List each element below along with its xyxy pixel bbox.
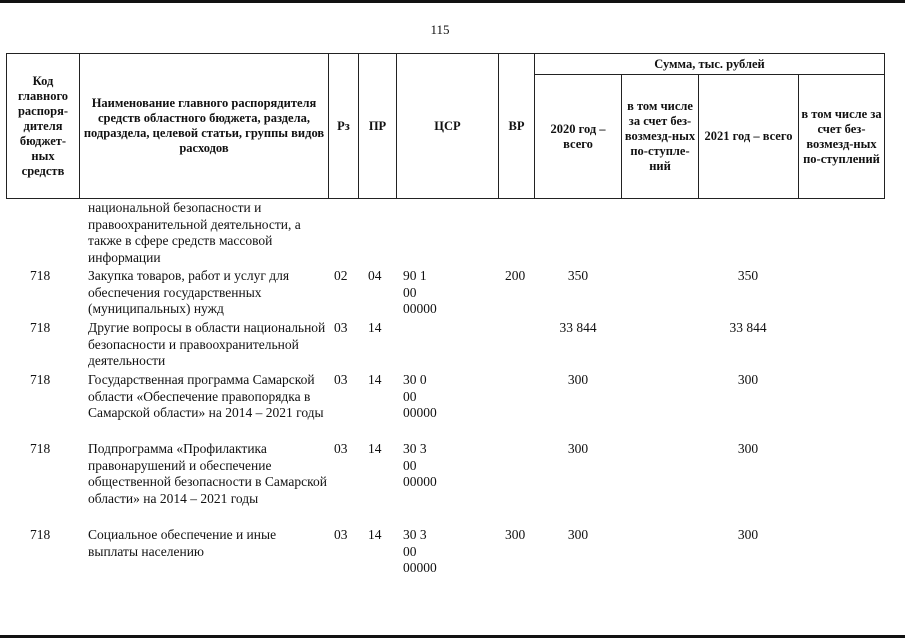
header-pr: ПР — [359, 54, 397, 199]
header-name: Наименование главного распорядителя средств областного бюджета, раздела, подраздела, целевой статьи, группы видов расходов — [80, 54, 329, 199]
row-code: 718 — [30, 441, 51, 456]
page-number: 115 — [430, 22, 450, 37]
row-rz: 03 — [334, 441, 348, 456]
row-rz: 03 — [334, 320, 348, 335]
row-sum-2021: 300 — [737, 441, 759, 456]
row-code: 718 — [30, 320, 51, 335]
row-rz: 02 — [334, 268, 348, 283]
bottom-border-rule — [0, 635, 905, 638]
row-pr: 14 — [368, 372, 382, 387]
row-name: Подпрограмма «Профилактика правонарушений и обеспечение общественной безопасности в Самарской области» на 2014 – 2021 годы — [88, 441, 327, 506]
row-pr: 14 — [368, 441, 382, 456]
header-2021-free: в том числе за счет без-возмезд-ных по-ступлений — [799, 75, 885, 199]
row-name: Другие вопросы в области национальной безопасности и правоохранительной деятельности — [88, 320, 326, 368]
row-pr: 04 — [368, 268, 382, 283]
row-sum-2021: 300 — [737, 527, 759, 542]
header-rz: Рз — [329, 54, 359, 199]
row-sum-2020: 300 — [567, 372, 589, 387]
row-code: 718 — [30, 527, 51, 542]
continuation-text: национальной безопасности и правоохранительной деятельности, а также в сфере средств массовой информации — [88, 200, 301, 265]
header-2021-total: 2021 год – всего — [699, 75, 799, 199]
row-csr: 30 3 00 00000 — [403, 527, 437, 575]
row-csr: 30 3 00 00000 — [403, 441, 437, 489]
table-header — [6, 53, 885, 199]
row-code: 718 — [30, 268, 51, 283]
row-name: Закупка товаров, работ и услуг для обеспечения государственных (муниципальных) нужд — [88, 268, 290, 316]
top-border-rule — [0, 0, 905, 3]
row-sum-2021: 33 844 — [729, 320, 767, 335]
header-sum: Сумма, тыс. рублей — [535, 54, 885, 75]
header-code: Код главного распоря-дителя бюджет-ных средств — [7, 54, 80, 199]
row-sum-2020: 300 — [567, 441, 589, 456]
header-2020-free: в том числе за счет без-возмезд-ных по-ступле-ний — [622, 75, 699, 199]
row-name: Социальное обеспечение и иные выплаты населению — [88, 527, 277, 559]
row-sum-2020: 350 — [567, 268, 589, 283]
row-vr: 300 — [505, 527, 526, 542]
row-pr: 14 — [368, 320, 382, 335]
header-vr: ВР — [499, 54, 535, 199]
row-sum-2021: 350 — [737, 268, 759, 283]
header-2020-total: 2020 год – всего — [535, 75, 622, 199]
row-csr: 30 0 00 00000 — [403, 372, 437, 420]
row-rz: 03 — [334, 527, 348, 542]
row-vr: 200 — [505, 268, 526, 283]
header-csr: ЦСР — [397, 54, 499, 199]
row-rz: 03 — [334, 372, 348, 387]
row-sum-2021: 300 — [737, 372, 759, 387]
row-sum-2020: 33 844 — [559, 320, 597, 335]
row-csr: 90 1 00 00000 — [403, 268, 437, 316]
row-pr: 14 — [368, 527, 382, 542]
row-code: 718 — [30, 372, 51, 387]
row-sum-2020: 300 — [567, 527, 589, 542]
row-name: Государственная программа Самарской области «Обеспечение правопорядка в Самарской области» на 2014 – 2021 годы — [88, 372, 324, 420]
